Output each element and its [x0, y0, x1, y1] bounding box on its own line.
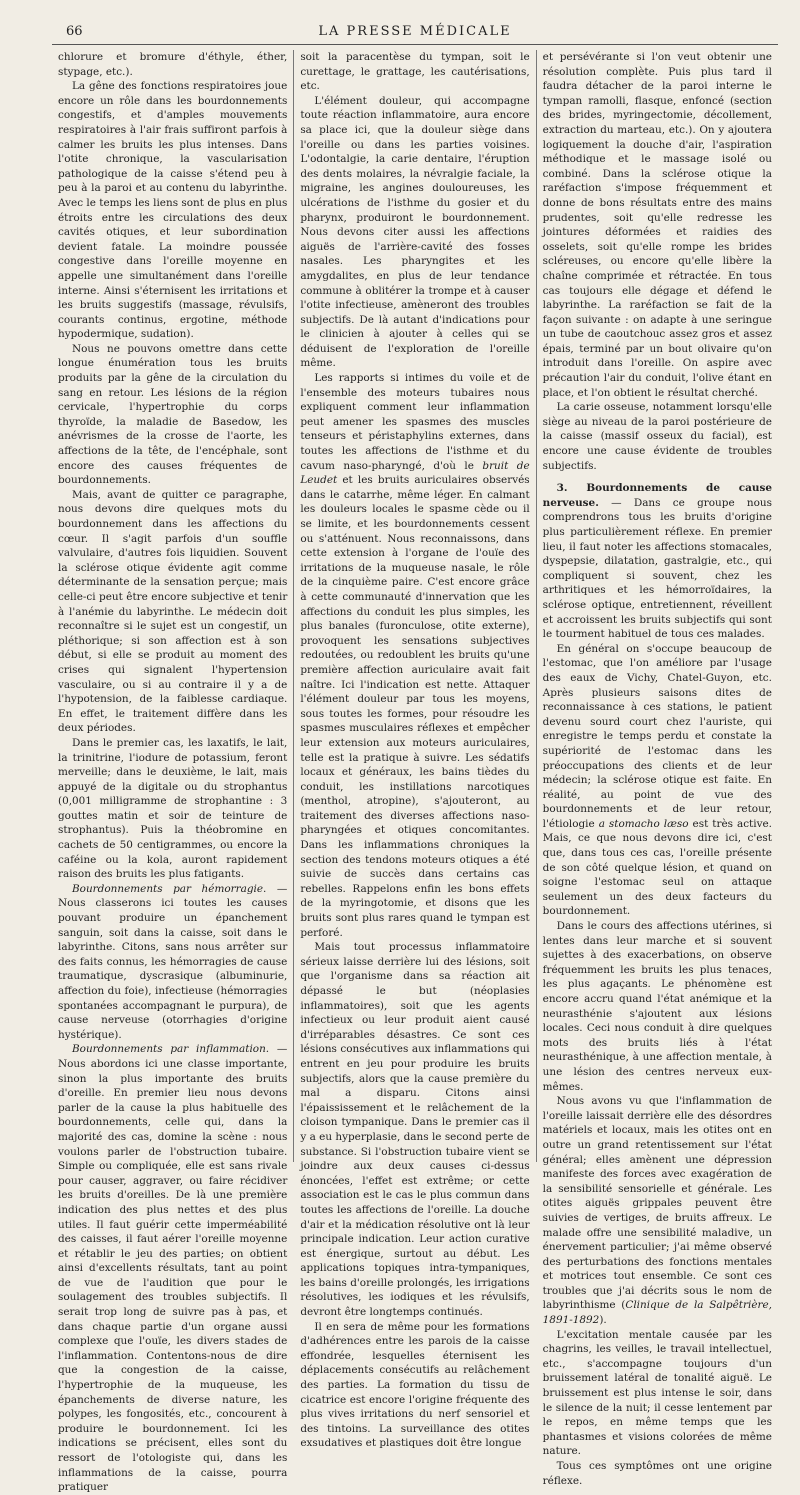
paragraph — [543, 642, 772, 919]
paragraph — [58, 79, 287, 342]
header-rule — [52, 44, 778, 45]
paragraph — [300, 1320, 529, 1451]
paragraph-text: chlorure et bromure d'éthyle, éther, stypage, etc.). — [58, 51, 288, 78]
column-3 — [536, 50, 778, 1487]
journal-title: LA PRESSE MÉDICALE — [318, 24, 512, 39]
paragraph — [58, 50, 287, 79]
paragraph-text: L'excitation mentale causée par les chagrins, les veilles, le travail intellectuel, etc., s'accompagne toujours d'un bruissement latéral de tonalité aiguë. Le bruissement est plus intense le soir, dans le silence de la nuit; il cesse lentement par le repos, en même temps que les phantasmes et visions colorées de même nature. — [542, 1328, 772, 1458]
paragraph-text: Il en sera de même pour les formations d'adhérences entre les parois de la caisse effondrée, lesquelles éternisent les déplacements consécutifs au relâchement des parties. La formation du tissu de cicatrice est encore l'origine fréquente des plus vives irritations du nerf sensoriel et des tintoins. La surveillance des otites exsudatives et plastiques doit être longue — [300, 1320, 530, 1450]
paragraph-text: — Nous abordons ici une classe importante, sinon la plus importante des bruits d'oreille. En premier lieu nous devons parler de la cause la plus habituelle des bourdonnements, celle qui, dans la majorité des cas, domine la scène : nous voulons parler de l'obstruction tubaire. Simple ou compliquée, elle est sans rivale pour causer, aggraver, ou faire récidiver les bruits d'oreilles. De là une première indication des plus nettes et des plus utiles. Il faut guérir cette imperméabilité des caisses, il faut aérer l'oreille moyenne et rétablir le jeu des parties; on obtient ainsi d'excellents résultats, tant au point de vue de l'audition que pour le soulagement des troubles subjectifs. Il serait trop long de suivre pas à pas, et dans chaque partie d'un organe aussi complexe que l'ouïe, les divers stades de l'inflammation. Contentons-nous de dire que la congestion de la caisse, l'hypertrophie de la muqueuse, les épanchements de diverse nature, les polypes, les fongosités, etc., concourent à produire le bourdonnement. Ici les indications se précisent, elles sont du ressort de l'otologiste qui, dans les inflammations de la caisse, pourra pratiquer — [58, 1043, 288, 1494]
paragraph — [58, 736, 287, 882]
paragraph-text: La carie osseuse, notamment lorsqu'elle siège au niveau de la paroi postérieure de la caisse (massif osseux du facial), est encore une cause évidente de troubles subjectifs. — [542, 401, 772, 472]
paragraph-text-continued: ). — [599, 1314, 607, 1327]
paragraph-text: Les rapports si intimes du voile et de l'ensemble des moteurs tubaires nous expliquent comment leur inflammation peut amener les spasmes des muscles tenseurs et péristaphylins externes, dans toutes les affections de l'isthme et du cavum naso-pharyngé, d'où le — [300, 372, 530, 472]
paragraph — [543, 1328, 772, 1459]
section-paragraph — [543, 481, 772, 642]
italic-text: Clinique de la Salpêtrière, 1891-1892 — [542, 1299, 772, 1327]
paragraph-text: Mais tout processus inflammatoire sérieux laisse derrière lui des lésions, soit que l'organisme dans sa réaction ait dépassé le but (néoplasies inflammatoires), soit que les agents infectieux ou leur produit aient causé d'irréparables désastres. Ce sont ces lésions consécutives aux inflammations qui entrent en jeu pour produire les bruits subjectifs, alors que la cause première du mal a disparu. Citons ainsi l'épaississement et le relâchement de la cloison tympanique. Dans le premier cas il y a eu hyperplasie, dans le second perte de substance. Si l'obstruction tubaire vient se joindre aux deux causes ci-dessus énoncées, l'effet est extrême; or cette association est le cas le plus commun dans toutes les affections de l'oreille. La douche d'air et la médication résolutive ont là leur principale indication. Leur action curative est énergique, surtout au début. Les applications topiques intra-tympaniques, les bains d'oreille prolongés, les irrigations résolutives, les iodiques et les révulsifs, devront être longtemps continués. — [300, 941, 530, 1319]
paragraph-text: Dans le premier cas, les laxatifs, le lait, la trinitrine, l'iodure de potassium, feront merveille; dans le deuxième, le lait, mais appuyé de la digitale ou du strophantus (0,001 milligramme de strophantine : 3 gouttes matin et soir de teinture de strophantus). Puis la théobromine en cachets de 50 centigrammes, ou encore la caféine ou la kola, auront rapidement raison des bruits les plus fatigants. — [58, 736, 288, 881]
column-2 — [293, 50, 535, 1450]
paragraph — [58, 488, 287, 736]
italic-text: a stomacho læso — [598, 817, 689, 830]
paragraph — [543, 50, 772, 400]
paragraph-text: Mais, avant de quitter ce paragraphe, nous devons dire quelques mots du bourdonnement dans les affections du cœur. Il s'agit parfois d'un souffle valvulaire, d'autres fois liquidien. Souvent la sclérose otique évidente agit comme déterminante de la sensation perçue; mais celle-ci peut être encore subjective et tenir à l'anémie du labyrinthe. Le médecin doit reconnaître si le sujet est un congestif, un pléthorique; si son affection est à son début, si elle se produit au moment des crises qui signalent l'hypertension vasculaire, ou si au contraire il y a de l'hypotension, de la faiblesse cardiaque. En effet, le traitement diffère dans les deux périodes. — [58, 488, 288, 735]
paragraph-text: En général on s'occupe beaucoup de l'estomac, que l'on améliore par l'usage des eaux de Vichy, Chatel-Guyon, etc. Après plusieurs saisons dites de reconnaissance à ces stations, le patient devenu sourd court chez l'auriste, qui enregistre le temps perdu et constate la supériorité de l'estomac dans les préoccupations des clients et de leur médecin; la sclérose otique est faite. En réalité, au point de vue des bourdonnements et de leur retour, l'étiologie — [542, 642, 772, 830]
paragraph-text: Tous ces symptômes ont une origine réflexe. — [542, 1460, 772, 1487]
paragraph-text: Nous ne pouvons omettre dans cette longue énumération tous les bruits produits par la gêne de la circulation du sang en retour. Les lésions de la région cervicale, l'hypertrophie du corps thyroïde, la maladie de Basedow, les anévrismes de la crosse de l'aorte, les affections de la tête, de l'encéphale, sont encore des causes fréquentes de bourdonnements. — [58, 342, 288, 487]
paragraph-text: — Dans ce groupe nous comprendrons tous les bruits d'origine plus particulièrement réflexe. En premier lieu, il faut noter les affections stomacales, dyspepsie, dilatation, gastralgie, etc., qui compliquent si souvent, chez les arthritiques et les hémorroïdaires, la sclérose optique, entretiennent, réveillent et accroissent les bruits subjectifs qui sont le tourment habituel de tous ces malades. — [542, 496, 772, 641]
page-number: 66 — [66, 24, 83, 39]
column-1 — [52, 50, 293, 1494]
subsection-lead: Bourdonnements par hémorragie. — [72, 882, 267, 895]
paragraph-text: Nous avons vu que l'inflammation de l'oreille laissait derrière elle des désordres matériels et locaux, mais les otites ont en outre un grand retentissement sur l'état général; elles amènent une dépression manifeste des forces avec exagération de la sensibilité sensorielle et générale. Les otites aiguës grippales peuvent être suivies de vertiges, de bruits affreux. Le malade offre une sensibilité maladive, un énervement particulier; j'ai même observé des perturbations des fonctions mentales et motrices tout ensemble. Ce sont ces troubles que j'ai décrits sous le nom de labyrinthisme ( — [542, 1095, 772, 1312]
paragraph — [300, 94, 529, 371]
paragraph — [300, 371, 529, 940]
paragraph-text: — Nous classerons ici toutes les causes pouvant produire un épanchement sanguin, soit dans la caisse, soit dans le labyrinthe. Citons, sans nous arrêter sur des faits connus, les hémorragies de cause traumatique, dyscrasique (albuminurie, affection du foie), infectieuse (hémorragies spontanées accompagnant le purpura), de cause nerveuse (otorrhagies d'origine hystérique). — [58, 882, 288, 1041]
paragraph — [543, 1459, 772, 1488]
paragraph — [300, 50, 529, 94]
paragraph — [543, 1094, 772, 1328]
paragraph — [58, 342, 287, 488]
paragraph-text: La gêne des fonctions respiratoires joue encore un rôle dans les bourdonnements congestifs, et d'amples mouvements respiratoires à l'air frais suffiront parfois à calmer les bruits les plus intenses. Dans l'otite chronique, la vascularisation pathologique de la caisse s'étend peu à peu à la paroi et au contenu du labyrinthe. Avec le temps les liens sont de plus en plus étroits entre les circulations des deux cavités otiques, et leur subordination devient fatale. La moindre poussée congestive dans l'oreille moyenne en appelle une simultanément dans l'oreille interne. Ainsi s'éternisent les irritations et les bruits suggestifs (massage, révulsifs, courants continus, ergotine, méthode hypodermique, sudation). — [58, 80, 288, 341]
paragraph — [300, 940, 529, 1319]
section-heading: 3. Bourdonnements de cause nerveuse. — [542, 482, 772, 509]
paragraph — [58, 882, 287, 1043]
paragraph — [543, 400, 772, 473]
page-header — [52, 24, 778, 42]
paragraph-text-continued: et les bruits auriculaires observés dans le catarrhe, même léger. En calmant les douleurs locales le spasme cède ou il se limite, et les bourdonnements cessent ou s'atténuent. Nous reconnaissons, dans cette extension à l'organe de l'ouïe des irritations de la muqueuse nasale, le rôle de la cinquième paire. C'est encore grâce à cette communauté d'innervation que les affections du conduit les plus simples, les plus banales (furonculose, otite externe), provoquent les sensations subjectives redoutées, ou redoublent les bruits qu'une première affection auriculaire avait fait naître. Ici l'indication est nette. Attaquer l'élément douleur par tous les moyens, sous toutes les formes, pour résoudre les spasmes musculaires réflexes et empêcher leur extension aux moteurs auriculaires, telle est la pratique à suivre. Les sédatifs locaux et généraux, les bains tièdes du conduit, les instillations narcotiques (menthol, atropine), s'ajouteront, au traitement des diverses affections naso-pharyngées et otiques concomitantes. Dans les inflammations chroniques la section des tendons moteurs otiques a été suivie de succès dans certains cas rebelles. Rappelons enfin les bons effets de la myringotomie, et disons que les bruits sont plus rares quand le tympan est perforé. — [300, 474, 530, 939]
subsection-lead: Bourdonnements par inflammation. — [72, 1043, 270, 1056]
paragraph-text-continued: est très active. Mais, ce que nous devons dire ici, c'est que, dans tous ces cas, l'oreille présente de son côté quelque lésion, et quand on soigne l'estomac seul on attaque seulement un des deux facteurs du bourdonnement. — [542, 817, 772, 918]
paragraph-text: soit la paracentèse du tympan, soit le curettage, le grattage, les cautérisations, etc. — [300, 51, 530, 93]
paragraph — [58, 1042, 287, 1494]
paragraph-text: Dans le cours des affections utérines, si lentes dans leur marche et si souvent sujettes à des exacerbations, on observe fréquemment les bruits les plus tenaces, les plus agaçants. Le phénomène est encore accru quand l'état anémique et la neurasthénie s'ajoutent aux lésions locales. Ceci nous conduit à dire quelques mots des bruits liés à l'état neurasthénique, à une affection mentale, à une lésion des centres nerveux eux-mêmes. — [542, 920, 772, 1093]
paragraph-text: L'élément douleur, qui accompagne toute réaction inflammatoire, aura encore sa place ici, que la douleur siège dans l'oreille ou dans les parties voisines. L'odontalgie, la carie dentaire, l'éruption des dents molaires, la névralgie faciale, la migraine, les angines douloureuses, les ulcérations de l'isthme du gosier et du pharynx, produiront le bourdonnement. Nous devons citer aussi les affections aiguës de l'arrière-cavité des fosses nasales. Les pharyngites et les amygdalites, en plus de leur tendance commune à oblitérer la trompe et à causer l'otite infectieuse, amèneront des troubles subjectifs. De là autant d'indications pour le clinicien à ajouter à celles qui se déduisent de l'exploration de l'oreille même. — [300, 94, 530, 370]
italic-text: bruit de Leudet — [300, 459, 530, 487]
paragraph-text: et persévérante si l'on veut obtenir une résolution complète. Puis plus tard il faudra détacher de la paroi interne le tympan ramolli, flasque, enfoncé (section des brides, myringectomie, décollement, extraction du marteau, etc.). On y ajoutera logiquement la douche d'air, l'aspiration méthodique et le massage isolé ou combiné. Dans la sclérose otique la raréfaction s'impose fréquemment et donne de bons résultats entre des mains prudentes, soit qu'elle redresse les jointures déformées et raidies des osselets, soit qu'elle rompe les brides scléreuses, ou encore qu'elle libère la chaîne comprimée et rétractée. En tous cas toujours elle dégage et défend le labyrinthe. La raréfaction se fait de la façon suivante : on adapte à une seringue un tube de caoutchouc assez gros et assez épais, terminé par un bout olivaire qu'on introduit dans l'oreille. On aspire avec précaution l'air du conduit, l'olive étant en place, et l'on obtient le résultat cherché. — [542, 51, 772, 399]
text-columns — [52, 50, 778, 1494]
paragraph — [543, 919, 772, 1094]
